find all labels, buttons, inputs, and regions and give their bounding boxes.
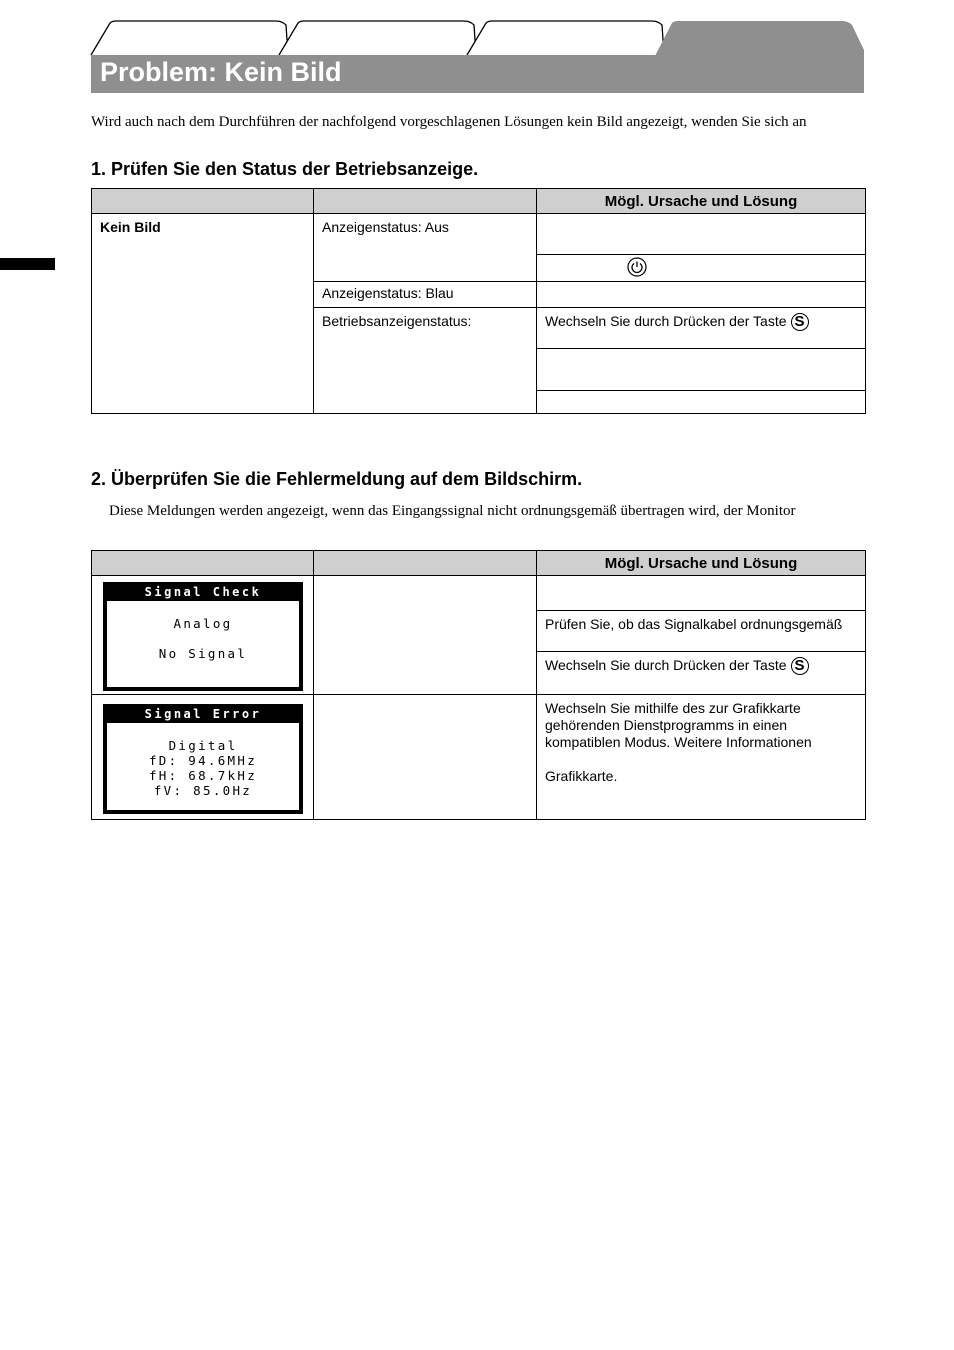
osd-line: Analog bbox=[173, 616, 233, 631]
solution2-cell-4 bbox=[537, 695, 866, 820]
osd-line: fH: 68.7kHz bbox=[148, 768, 258, 783]
status-power-label: Betriebsanzeigenstatus: bbox=[322, 313, 472, 329]
problem-cell bbox=[92, 214, 314, 414]
solution2-cell-3 bbox=[537, 652, 866, 695]
section2-heading: 2. Überprüfen Sie die Fehlermeldung auf dem Bildschirm. bbox=[91, 469, 583, 489]
status-off-label: Anzeigenstatus: Aus bbox=[322, 219, 449, 235]
tab-1 bbox=[91, 21, 288, 55]
solution-switch-text: Wechseln Sie durch Drücken der Taste bbox=[545, 313, 787, 329]
solution2-cell-1 bbox=[537, 576, 866, 611]
osd-title: Signal Check bbox=[144, 585, 262, 599]
solution-cell-6 bbox=[537, 391, 866, 414]
message-cell-2 bbox=[314, 695, 537, 820]
solution-utility-line: gehörenden Dienstprogramms in einen bbox=[545, 717, 788, 733]
osd-cell-2 bbox=[92, 695, 314, 820]
problem-label: Kein Bild bbox=[100, 219, 161, 235]
osd-body bbox=[107, 723, 299, 810]
solution-cell-4 bbox=[537, 308, 866, 349]
tab-2 bbox=[279, 21, 476, 55]
osd-line: fV: 85.0Hz bbox=[153, 783, 253, 798]
tab-3 bbox=[467, 21, 664, 55]
error-message-table bbox=[91, 550, 866, 820]
solution-cell-2 bbox=[537, 255, 866, 282]
osd-cell-1 bbox=[92, 576, 314, 695]
s-button-icon: S bbox=[791, 313, 809, 331]
header-tabs bbox=[90, 20, 864, 56]
margin-marker bbox=[0, 258, 55, 270]
solution-cable-text: Prüfen Sie, ob das Signalkabel ordnungsgemäß bbox=[545, 616, 843, 632]
solution-utility-line: Wechseln Sie mithilfe des zur Grafikkarte bbox=[545, 700, 801, 716]
solution-utility-line: kompatiblen Modus. Weitere Informationen bbox=[545, 734, 812, 750]
table1-header-2 bbox=[314, 189, 537, 214]
s-button-icon: S bbox=[791, 657, 809, 675]
solution-switch-text: Wechseln Sie durch Drücken der Taste bbox=[545, 657, 787, 673]
solution-utility-line: Grafikkarte. bbox=[545, 768, 618, 784]
osd-line: No Signal bbox=[158, 646, 248, 661]
osd-signal-error bbox=[103, 704, 303, 814]
solution-cell-3 bbox=[537, 282, 866, 308]
solution2-cell-2 bbox=[537, 611, 866, 652]
message-cell-1 bbox=[314, 576, 537, 695]
osd-line: Digital bbox=[168, 738, 238, 753]
table2-header-1 bbox=[92, 551, 314, 576]
title-bar bbox=[91, 55, 864, 93]
osd-title: Signal Error bbox=[144, 707, 262, 721]
status-blue-label: Anzeigenstatus: Blau bbox=[322, 285, 454, 301]
power-icon bbox=[627, 257, 647, 277]
indicator-table bbox=[91, 188, 866, 414]
table1-header-1 bbox=[92, 189, 314, 214]
solution-cell-5 bbox=[537, 349, 866, 391]
intro-text: Wird auch nach dem Durchführen der nachfolgend vorgeschlagenen Lösungen kein Bild angezeigt, wenden Sie sich an bbox=[91, 114, 807, 130]
section1-heading: 1. Prüfen Sie den Status der Betriebsanzeige. bbox=[91, 159, 479, 179]
osd-line: fD: 94.6MHz bbox=[148, 753, 258, 768]
solution-cell-1 bbox=[537, 214, 866, 255]
table2-header-2 bbox=[314, 551, 537, 576]
osd-body bbox=[107, 601, 299, 687]
status-power-cell bbox=[314, 308, 537, 414]
table2-header-3: Mögl. Ursache und Lösung bbox=[537, 551, 866, 576]
page-title: Problem: Kein Bild bbox=[100, 57, 342, 87]
status-blue-cell bbox=[314, 282, 537, 308]
section2-intro: Diese Meldungen werden angezeigt, wenn das Eingangssignal nicht ordnungsgemäß übertragen wird, der Monitor bbox=[109, 503, 796, 519]
table1-header-3: Mögl. Ursache und Lösung bbox=[537, 189, 866, 214]
tab-4-active bbox=[655, 21, 864, 56]
osd-signal-check bbox=[103, 582, 303, 691]
status-off-cell bbox=[314, 214, 537, 282]
